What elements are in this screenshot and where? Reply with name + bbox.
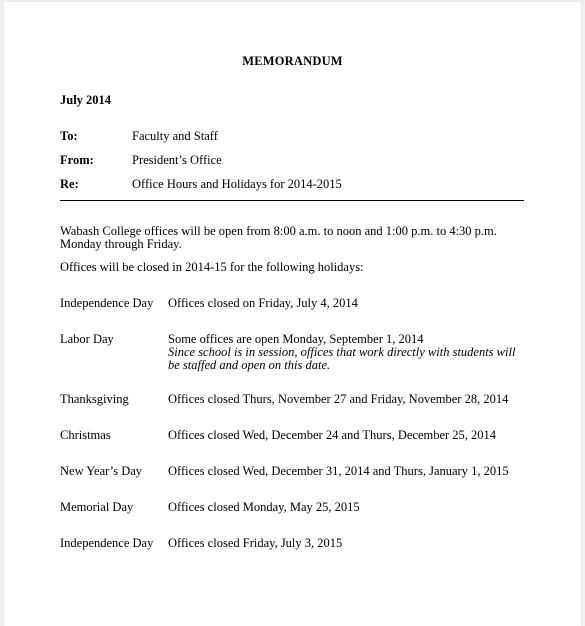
memo-date: July 2014 bbox=[60, 93, 112, 107]
holiday-name: New Year’s Day bbox=[60, 464, 143, 478]
re-value: Office Hours and Holidays for 2014-2015 bbox=[132, 177, 342, 191]
re-label: Re: bbox=[60, 177, 79, 191]
memo-title: MEMORANDUM bbox=[242, 54, 343, 68]
holiday-name: Independence Day bbox=[60, 536, 154, 550]
holiday-description: Offices closed Wed, December 31, 2014 and Thurs, January 1, 2015 bbox=[168, 464, 509, 478]
closed-intro: Offices will be closed in 2014-15 for the following holidays: bbox=[60, 260, 364, 274]
holiday-name: Independence Day bbox=[60, 296, 154, 310]
to-value: Faculty and Staff bbox=[132, 129, 218, 143]
holiday-name: Memorial Day bbox=[60, 500, 134, 514]
holiday-description: Offices closed Monday, May 25, 2015 bbox=[168, 500, 360, 514]
holiday-description: Offices closed Thurs, November 27 and Friday, November 28, 2014 bbox=[168, 392, 509, 406]
holiday-name: Labor Day bbox=[60, 332, 114, 346]
holiday-description: Some offices are open Monday, September 1, 2014 bbox=[168, 332, 424, 346]
from-label: From: bbox=[60, 153, 94, 167]
from-value: President’s Office bbox=[132, 153, 222, 167]
holiday-name: Christmas bbox=[60, 428, 111, 442]
holiday-note: Since school is in session, offices that work directly with students will be staffed and open on this date. bbox=[168, 345, 516, 372]
header-divider bbox=[60, 200, 524, 201]
holiday-description: Offices closed on Friday, July 4, 2014 bbox=[168, 296, 358, 310]
holiday-description: Offices closed Friday, July 3, 2015 bbox=[168, 536, 343, 550]
holiday-description: Offices closed Wed, December 24 and Thurs, December 25, 2014 bbox=[168, 428, 497, 442]
to-label: To: bbox=[60, 129, 78, 143]
hours-paragraph: Wabash College offices will be open from 8:00 a.m. to noon and 1:00 p.m. to 4:30 p.m. Monday through Friday. bbox=[60, 224, 497, 251]
holiday-name: Thanksgiving bbox=[60, 392, 129, 406]
